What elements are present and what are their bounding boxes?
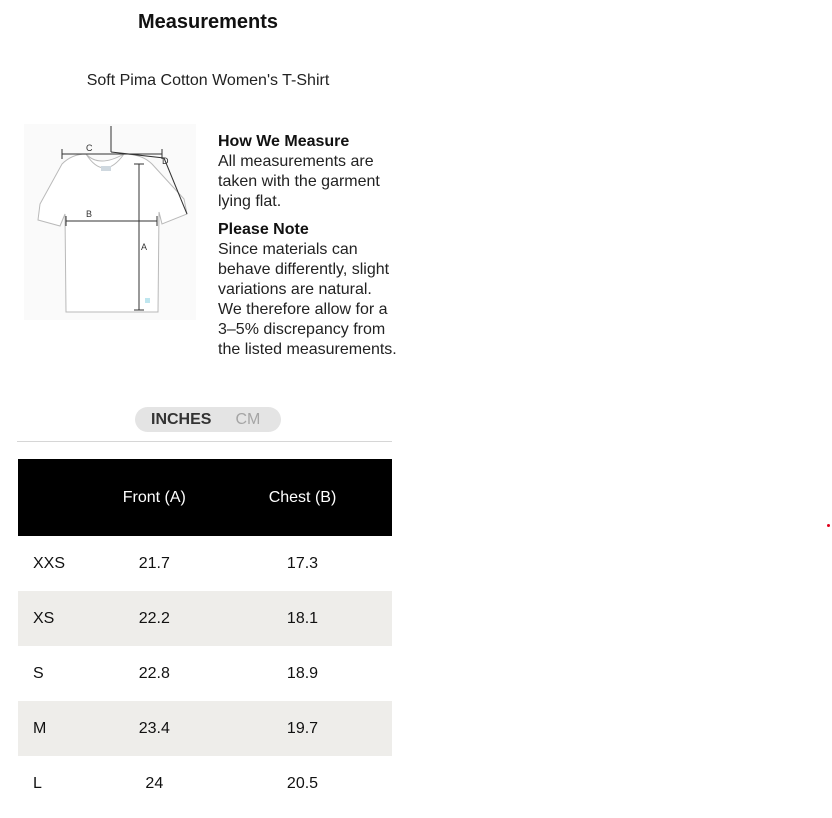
divider — [17, 441, 392, 442]
label-d: D — [162, 156, 169, 166]
table-header — [18, 459, 392, 536]
table-row — [18, 756, 392, 811]
front-cell: 23.4 — [138, 719, 170, 737]
measure-info — [218, 132, 398, 360]
tshirt-diagram — [24, 124, 196, 320]
chest-cell: 18.1 — [286, 609, 319, 627]
size-cell: XS — [33, 609, 55, 627]
size-cell: S — [33, 664, 44, 682]
size-cell: XXS — [33, 554, 66, 572]
label-a: A — [141, 242, 148, 252]
unit-option-inches[interactable]: INCHES — [151, 410, 212, 428]
chest-cell: 17.3 — [286, 554, 319, 572]
front-cell: 21.7 — [138, 554, 170, 572]
header-front: Front (A) — [122, 488, 186, 506]
label-c: C — [86, 143, 93, 153]
header-chest: Chest (B) — [268, 488, 337, 506]
how-we-measure-text: All measurements are taken with the garment lying flat. — [218, 153, 380, 210]
table-row — [18, 701, 392, 756]
chest-cell: 18.9 — [286, 664, 319, 682]
front-cell: 24 — [145, 774, 164, 792]
table-row — [18, 536, 392, 591]
table-row — [18, 646, 392, 701]
table-row — [18, 591, 392, 646]
front-cell: 22.8 — [138, 664, 170, 682]
please-note-text: Since materials can behave differently, slight variations are natural. We therefore allow for a 3–5% discrepancy from the listed measurements. — [218, 241, 397, 358]
label-b: B — [86, 209, 93, 219]
please-note-heading: Please Note — [218, 221, 309, 238]
front-cell: 22.2 — [138, 609, 170, 627]
product-name: Soft Pima Cotton Women's T-Shirt — [86, 72, 330, 89]
chest-cell: 20.5 — [286, 774, 319, 792]
how-we-measure-heading: How We Measure — [218, 133, 350, 150]
unit-option-cm[interactable]: CM — [235, 410, 261, 428]
size-cell: M — [33, 719, 47, 737]
indicator-dot — [827, 524, 830, 527]
page-title: Measurements — [137, 11, 279, 33]
chest-cell: 19.7 — [286, 719, 319, 737]
size-cell: L — [33, 774, 42, 792]
size-table — [18, 459, 392, 811]
unit-toggle[interactable] — [135, 407, 281, 432]
